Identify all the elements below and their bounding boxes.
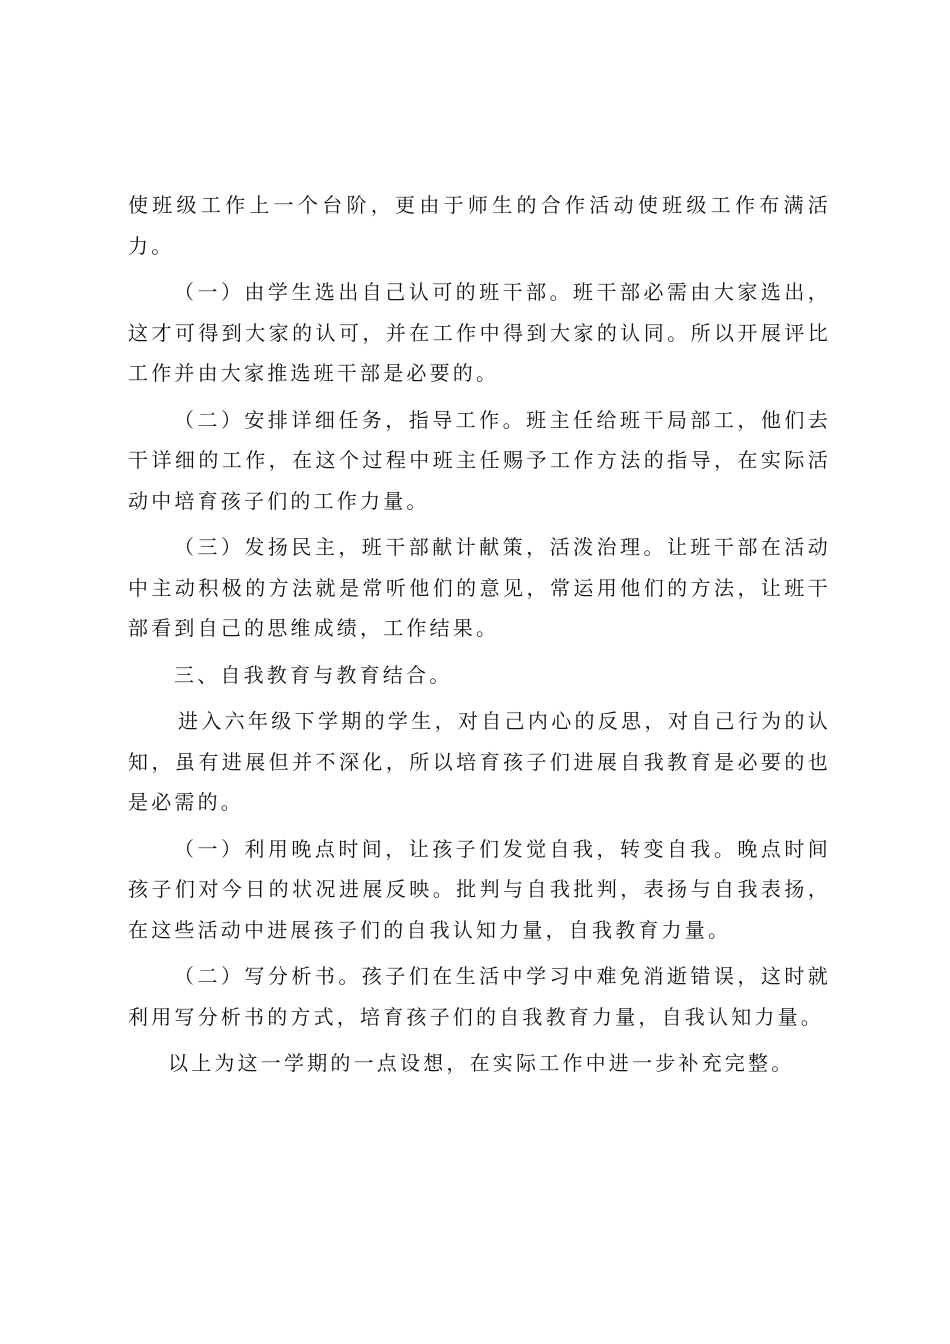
paragraph-item-4: （一）利用晚点时间，让孩子们发觉自我，转变自我。晚点时间孩子们对今日的状况进展反映。批判与自我批判，表扬与自我表扬，在这些活动中进展孩子们的自我认知力量，自我教育力量。 [128,836,831,942]
paragraph-item-2: （二）安排详细任务，指导工作。班主任给班干局部工，他们去干详细的工作，在这个过程中班主任赐予工作方法的指导，在实际活动中培育孩子们的工作力量。 [128,407,831,513]
paragraph-item-5: （二）写分析书。孩子们在生活中学习中难免消逝错误，这时就利用写分析书的方式，培育孩子们的自我教育力量，自我认知力量。 [128,964,831,1029]
section-heading: 三、自我教育与教育结合。 [174,662,453,687]
paragraph-continuation: 使班级工作上一个台阶，更由于师生的合作活动使班级工作布满活力。 [128,193,831,258]
document-body [128,185,831,1084]
paragraph-intro: 进入六年级下学期的学生，对自己内心的反思，对自己行为的认知，虽有进展但并不深化，所以培育孩子们进展自我教育是必要的也是必需的。 [128,709,831,814]
paragraph-item-1: （一）由学生选出自己认可的班干部。班干部必需由大家选出，这才可得到大家的认可，并在工作中得到大家的认同。所以开展评比工作并由大家推选班干部是必要的。 [128,280,831,385]
paragraph-item-3: （三）发扬民主，班干部献计献策，活泼治理。让班干部在活动中主动积极的方法就是常听他们的意见，常运用他们的方法，让班干部看到自己的思维成绩，工作结果。 [128,535,831,640]
paragraph-conclusion: 以上为这一学期的一点设想，在实际工作中进一步补充完整。 [168,1051,795,1075]
